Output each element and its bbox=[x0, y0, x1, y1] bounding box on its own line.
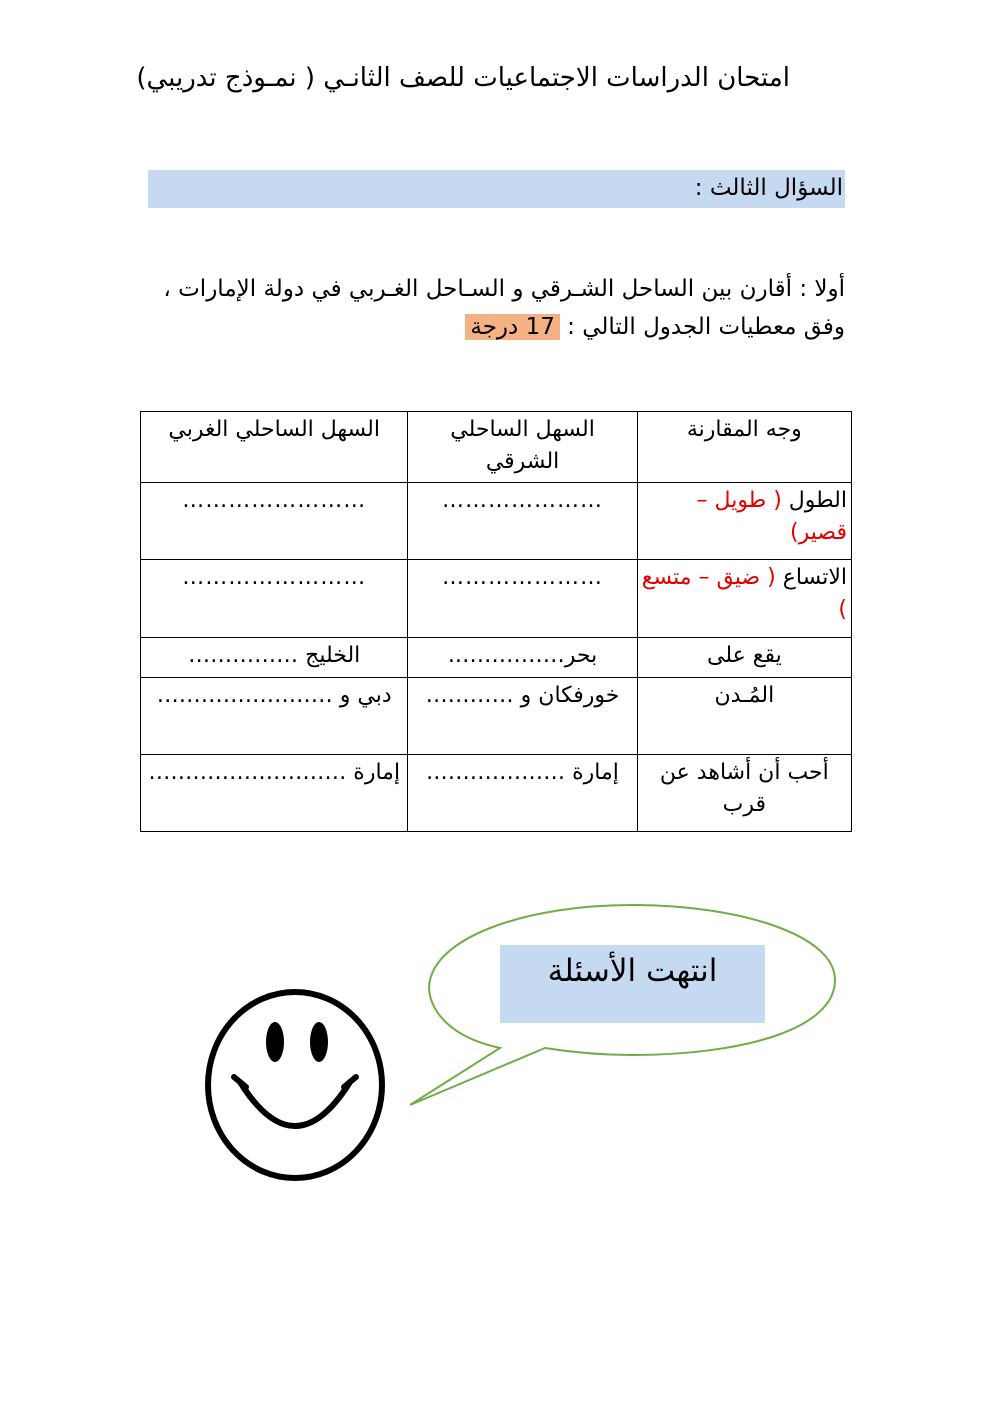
header-west-coast: السهل الساحلي الغربي bbox=[141, 412, 408, 483]
answer-blank-west[interactable]: إمارة ……………………… bbox=[141, 755, 408, 832]
answer-blank-east[interactable]: خورفكان و ………… bbox=[408, 678, 637, 755]
answer-blank-west[interactable]: …………………… bbox=[141, 483, 408, 560]
row-label: الاتساع bbox=[782, 565, 847, 590]
row-hint: ( ضيق – متسع ) bbox=[641, 565, 847, 622]
bubble-message: انتهت الأسئلة bbox=[500, 945, 765, 1023]
answer-blank-east[interactable]: بحر……………. bbox=[408, 638, 637, 678]
row-label: المُـدن bbox=[637, 678, 851, 755]
answer-blank-west[interactable]: دبي و …………………… bbox=[141, 678, 408, 755]
question-heading: السؤال الثالث : bbox=[694, 175, 843, 201]
instruction-text: وفق معطيات الجدول التالي : bbox=[567, 314, 845, 340]
smiley-face-icon bbox=[200, 985, 390, 1185]
row-hint: ( طويل – قصير) bbox=[696, 488, 847, 545]
row-label: أحب أن أشاهد عن قرب bbox=[637, 755, 851, 832]
header-east-coast: السهل الساحلي الشرقي bbox=[408, 412, 637, 483]
row-label: الطول bbox=[788, 488, 847, 513]
grade-badge: 17 درجة bbox=[465, 314, 560, 340]
answer-blank-east[interactable]: إمارة ………………. bbox=[408, 755, 637, 832]
page-title: امتحان الدراسات الاجتماعيات للصف الثانـي ( نمـوذج تدريبي) bbox=[136, 63, 790, 93]
header-comparison-aspect: وجه المقارنة bbox=[637, 412, 851, 483]
answer-blank-east[interactable]: ………………… bbox=[408, 560, 637, 638]
instruction-line-1: أولا : أقارن بين الساحل الشـرقي و السـاحل الغـربي في دولة الإمارات ، bbox=[163, 276, 845, 302]
answer-blank-west[interactable]: الخليج …………… bbox=[141, 638, 408, 678]
answer-blank-west[interactable]: …………………… bbox=[141, 560, 408, 638]
answer-blank-east[interactable]: ………………… bbox=[408, 483, 637, 560]
row-label: يقع على bbox=[637, 638, 851, 678]
